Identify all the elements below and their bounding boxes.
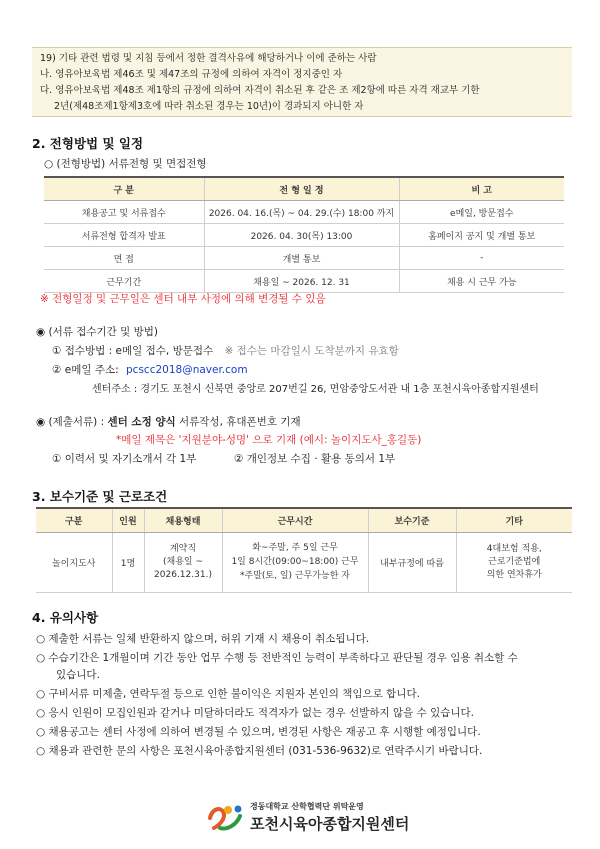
- disqualification-line-4: 2년(제48조제1항제3호에 따라 취소된 경우는 10년)이 경과되지 아니한 자: [54, 101, 364, 112]
- email-link[interactable]: pcscc2018@naver.com: [126, 364, 248, 376]
- notice-item: ○ 응시 인원이 모집인원과 같거나 미달하더라도 적격자가 없는 경우 선발하지 않을 수 있습니다.: [36, 707, 474, 719]
- documents-rest: 서류작성, 휴대폰번호 기재: [179, 416, 301, 428]
- email-label: ② e메일 주소:: [52, 364, 119, 376]
- documents-label: ◉ (제출서류) :: [36, 416, 105, 428]
- conditions-table: [36, 507, 572, 593]
- table-cell: 근무기간: [44, 270, 204, 293]
- header-pay: 보수기준: [368, 508, 456, 532]
- header-remarks: 비 고: [399, 177, 564, 201]
- table-cell: 2026. 04. 16.(목) ~ 04. 29.(수) 18:00 까지: [204, 201, 399, 224]
- notice-item: ○ 채용과 관련한 문의 사항은 포천시육아종합지원센터 (031-536-9632)로 연락주시기 바랍니다.: [36, 745, 483, 757]
- header-count: 인원: [112, 508, 144, 532]
- hours-line: 화~주말, 주 5일 근무: [252, 543, 338, 553]
- table-cell: 채용일 ~ 2026. 12. 31: [204, 270, 399, 293]
- table-cell: 내부규정에 따름: [368, 532, 456, 592]
- table-cell: e메일, 방문접수: [399, 201, 564, 224]
- etc-line: 근로기준법에: [488, 556, 541, 567]
- notice-item: ○ 채용공고는 센터 사정에 의하여 변경될 수 있으며, 변경된 사항은 재공고 후 시행할 예정입니다.: [36, 726, 481, 738]
- table-cell: 면 접: [44, 247, 204, 270]
- document-item-2: ② 개인정보 수집 · 활용 동의서 1부: [234, 453, 396, 465]
- footer-operator: 경동대학교 산학협력단 위탁운영: [250, 802, 364, 811]
- application-method-text: ① 접수방법 : e메일 접수, 방문접수: [52, 345, 214, 357]
- center-address: 센터주소 : 경기도 포천시 신북면 중앙로 207번길 26, 면암중앙도서관 내 1층 포천시육아종합지원센터: [92, 384, 539, 395]
- table-cell: 홈페이지 공지 및 개별 통보: [399, 224, 564, 247]
- application-deadline-note: ※ 접수는 마감일시 도착분까지 유효함: [224, 345, 399, 357]
- table-row: [44, 224, 564, 247]
- header-type: 구분: [36, 508, 112, 532]
- notice-item: ○ 수습기간은 1개월이며 기간 동안 업무 수행 등 전반적인 능력이 부족하다고 판단될 경우 임용 취소할 수: [36, 652, 518, 664]
- schedule-table: [44, 176, 564, 293]
- hours-line: 1일 8시간(09:00~18:00) 근무: [231, 557, 359, 567]
- schedule-table-header: [44, 177, 564, 201]
- document-item-1: ① 이력서 및 자기소개서 각 1부: [52, 453, 197, 465]
- conditions-table-header: [36, 508, 572, 532]
- section-3-title: 3. 보수기준 및 근로조건: [32, 489, 168, 504]
- form-line: 계약직: [169, 543, 197, 554]
- form-line: (채용일 ~: [163, 556, 203, 567]
- table-row: [44, 247, 564, 270]
- email-line: [52, 363, 248, 378]
- table-cell: 서류전형 합격자 발표: [44, 224, 204, 247]
- section-2-title: 2. 전형방법 및 일정: [32, 136, 144, 151]
- notice-item: ○ 구비서류 미제출, 연락두절 등으로 인한 불이익은 지원자 본인의 책임으로 합니다.: [36, 688, 420, 700]
- application-title: ◉ (서류 접수기간 및 방법): [36, 326, 158, 338]
- schedule-change-note: ※ 전형일정 및 근무일은 센터 내부 사정에 의해 변경될 수 있음: [40, 293, 326, 305]
- hours-line: *주말(토, 일) 근무가능한 자: [240, 571, 350, 581]
- table-cell: 2026. 04. 30(목) 13:00: [204, 224, 399, 247]
- table-cell: 놀이지도사: [36, 532, 112, 592]
- footer-center-name: 포천시육아종합지원센터: [250, 815, 410, 833]
- table-cell-etc: [456, 532, 572, 592]
- header-schedule: 전 형 일 정: [204, 177, 399, 201]
- disqualification-line-2: 나. 영유아보육법 제46조 및 제47조의 규정에 의하여 자격이 정지중인 자: [40, 69, 343, 80]
- section-4-title: 4. 유의사항: [32, 610, 99, 625]
- table-cell: 1명: [112, 532, 144, 592]
- notice-item: ○ 제출한 서류는 일체 반환하지 않으며, 허위 기재 시 채용이 취소됩니다.: [36, 633, 370, 645]
- disqualification-line-1: 19) 기타 관련 법령 및 지침 등에서 정한 결격사유에 해당하거나 이에 준하는 사람: [40, 53, 377, 64]
- documents-form-bold: 센터 소정 양식: [107, 416, 176, 428]
- center-logo-icon: [206, 800, 246, 834]
- etc-line: 4대보험 적용,: [486, 543, 542, 554]
- header-form: 채용형태: [144, 508, 222, 532]
- table-row: [44, 270, 564, 293]
- email-subject-note: *메일 제목은 '지원분야-성명' 으로 기재 (예시: 놀이지도사_홍길동): [116, 434, 422, 446]
- selection-method: ○ (전형방법) 서류전형 및 면접전형: [44, 158, 207, 170]
- etc-line: 의한 연차휴가: [486, 569, 542, 580]
- table-cell: 채용공고 및 서류접수: [44, 201, 204, 224]
- table-cell: 채용 시 근무 가능: [399, 270, 564, 293]
- table-cell-hours: [222, 532, 368, 592]
- table-cell: 개별 통보: [204, 247, 399, 270]
- application-method: [52, 344, 399, 359]
- table-row: [44, 201, 564, 224]
- table-cell-form: [144, 532, 222, 592]
- notice-item-continued: 있습니다.: [56, 669, 100, 681]
- table-row: [36, 532, 572, 592]
- disqualification-line-3: 다. 영유아보육법 제48조 제1항의 규정에 의하여 자격이 취소된 후 같은 조 제2항에 따른 자격 재교부 기한: [40, 85, 480, 96]
- header-etc: 기타: [456, 508, 572, 532]
- documents-line: [36, 415, 301, 430]
- header-category: 구 분: [44, 177, 204, 201]
- form-line: 2026.12.31.): [154, 569, 212, 580]
- header-hours: 근무시간: [222, 508, 368, 532]
- table-cell: -: [399, 247, 564, 270]
